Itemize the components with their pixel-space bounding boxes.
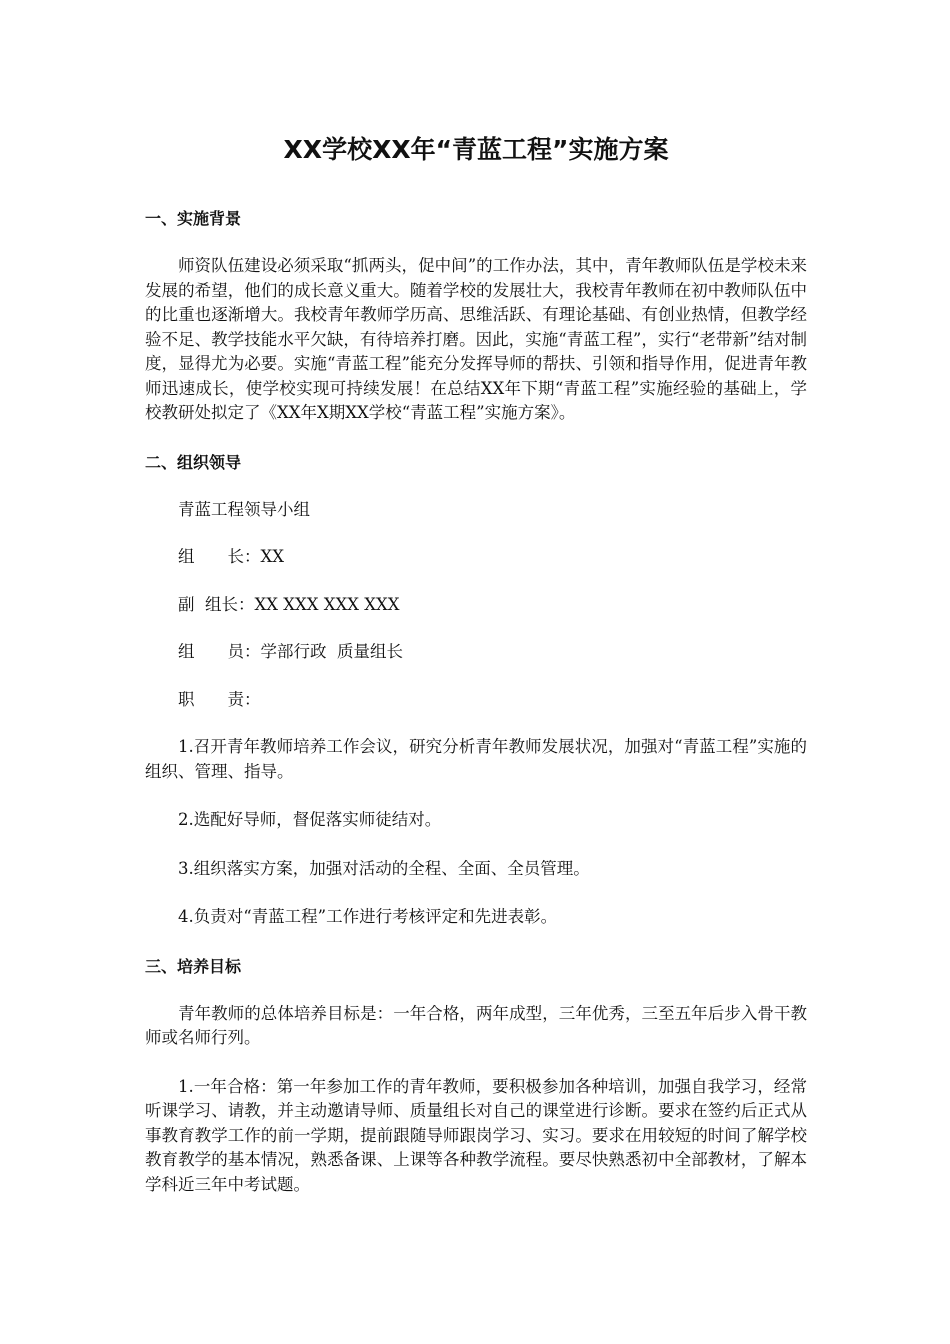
section-heading-background: 一、实施背景 <box>145 209 242 228</box>
background-paragraph: 师资队伍建设必须采取“抓两头，促中间”的工作办法，其中，青年教师队伍是学校未来发展的希望，他们的成长意义重大。随着学校的发展壮大，我校青年教师在初中教师队伍中的比重也逐渐增大。我校青年教师学历高、思维活跃、有理论基础、有创业热情，但教学经验不足、教学技能水平欠缺，有待培养打磨。因此，实施“青蓝工程”，实行“老带新”结对制度，显得尤为必要。实施“青蓝工程”能充分发挥导师的帮扶、引领和指导作用，促进青年教师迅速成长，使学校实现可持续发展！在总结XX年下期“青蓝工程”实施经验的基础上，学校教研处拟定了《XX年X期XX学校“青蓝工程”实施方案》。 <box>145 256 807 422</box>
members-line: 组 员：学部行政 质量组长 <box>178 642 403 661</box>
first-year-goal-paragraph: 1.一年合格：第一年参加工作的青年教师，要积极参加各种培训，加强自我学习，经常听课学习、请教，并主动邀请导师、质量组长对自己的课堂进行诊断。要求在签约后正式从事教育教学工作的前一学期，提前跟随导师跟岗学习、实习。要求在用较短的时间了解学校教育教学的基本情况，熟悉备课、上课等各种教学流程。要尽快熟悉初中全部教材，了解本学科近三年中考试题。 <box>145 1076 807 1194</box>
overall-goal-paragraph: 青年教师的总体培养目标是：一年合格，两年成型，三年优秀，三至五年后步入骨干教师或名师行列。 <box>145 1003 807 1047</box>
duty-item-4: 4.负责对“青蓝工程”工作进行考核评定和先进表彰。 <box>178 907 558 926</box>
duties-label: 职 责： <box>178 689 261 709</box>
leader-line: 组 长：XX <box>178 547 284 566</box>
duty-item-1: 1.召开青年教师培养工作会议，研究分析青年教师发展状况，加强对“青蓝工程”实施的组织、管理、指导。 <box>145 737 807 781</box>
deputy-leader-line: 副 组长：XX XXX XXX XXX <box>178 594 400 614</box>
section-heading-leadership: 二、组织领导 <box>145 452 242 472</box>
duty-item-3: 3.组织落实方案，加强对活动的全程、全面、全员管理。 <box>178 858 590 878</box>
document-title: XX学校XX年“青蓝工程”实施方案 <box>283 135 669 164</box>
duty-item-2: 2.选配好导师，督促落实师徒结对。 <box>178 810 442 829</box>
leadership-group-title: 青蓝工程领导小组 <box>178 499 310 519</box>
section-heading-goals: 三、培养目标 <box>145 956 242 976</box>
document-body <box>145 128 807 1221</box>
